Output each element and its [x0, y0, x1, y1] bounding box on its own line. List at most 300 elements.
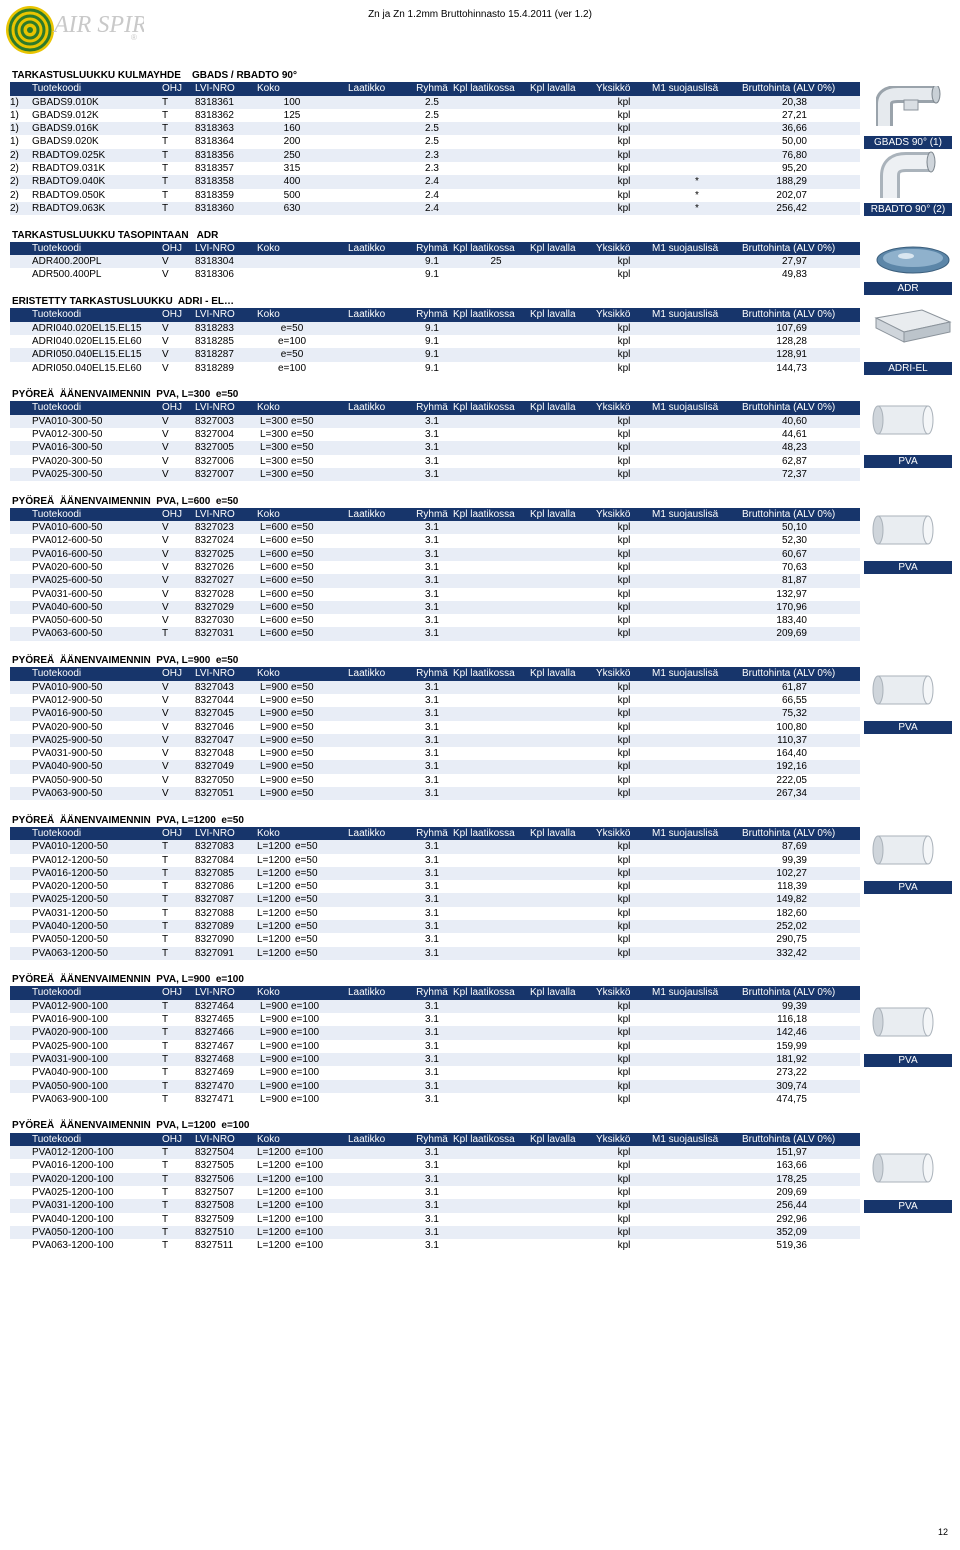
table-cell: ADRI040.020EL15.EL60: [32, 335, 142, 347]
table-cell: PVA012-900-100: [32, 1000, 108, 1012]
table-cell: 8327023: [195, 522, 234, 534]
table-cell: 160: [283, 123, 301, 135]
table-cell: kpl: [617, 1147, 631, 1159]
section-title: PYÖREÄ ÄÄNENVAIMENNIN PVA, L=300 e=50: [12, 389, 239, 401]
table-cell: 8327087: [195, 894, 234, 906]
table-cell: 125: [283, 109, 301, 121]
table-cell: 8327043: [195, 681, 234, 693]
table-cell: kpl: [617, 109, 631, 121]
table-cell: V: [162, 322, 169, 334]
table-cell: 36,66: [781, 123, 807, 135]
table-cell: PVA025-1200-50: [32, 894, 108, 906]
table-header: Tuotekoodi OHJ LVI-NRO Koko Laatikko Ryhmä Kpl laatikossa Kpl lavalla Yksikkö M1 suojauslisä Bruttohinta (ALV 0%): [10, 508, 860, 521]
table-cell: L=1200: [257, 841, 291, 853]
table-cell: 8327466: [195, 1027, 234, 1039]
table-cell: 8327028: [195, 588, 234, 600]
table-cell: e=100: [291, 1014, 320, 1026]
table-row: [10, 109, 860, 122]
table-cell: 8318283: [195, 322, 234, 334]
table-header: Tuotekoodi OHJ LVI-NRO Koko Laatikko Ryhmä Kpl laatikossa Kpl lavalla Yksikkö M1 suojauslisä Bruttohinta (ALV 0%): [10, 401, 860, 414]
table-cell: V: [162, 362, 169, 374]
table-cell: PVA020-1200-100: [32, 1173, 114, 1185]
table-cell: 256,42: [776, 202, 807, 214]
table-cell: 8327511: [195, 1240, 234, 1252]
table-cell: kpl: [617, 123, 631, 135]
table-cell: 8327048: [195, 748, 234, 760]
table-cell: L=1200: [257, 947, 291, 959]
table-cell: T: [162, 123, 169, 135]
table-cell: PVA012-1200-100: [32, 1147, 114, 1159]
table-cell: 8327085: [195, 867, 234, 879]
table-cell: T: [162, 1053, 169, 1065]
table-cell: 100,80: [776, 721, 807, 733]
table-row: [10, 1146, 860, 1159]
table-cell: GBADS9.010K: [32, 96, 99, 108]
table-cell: e=100: [295, 1147, 324, 1159]
table-cell: kpl: [617, 628, 631, 640]
table-cell: kpl: [617, 1213, 631, 1225]
table-cell: L=1200: [257, 1173, 291, 1185]
table-row: [10, 122, 860, 135]
table-cell: 9.1: [425, 362, 439, 374]
table-cell: 66,55: [781, 694, 807, 706]
table-cell: e=50: [291, 455, 314, 467]
table-cell: 8327509: [195, 1213, 234, 1225]
table-cell: 3.1: [425, 681, 439, 693]
table-row: [10, 548, 860, 561]
table-cell: 3.1: [425, 1186, 439, 1198]
table-cell: kpl: [617, 1200, 631, 1212]
table-cell: 202,07: [776, 189, 807, 201]
table-cell: 62,87: [781, 455, 807, 467]
table-cell: 116,18: [777, 1014, 807, 1026]
table-cell: kpl: [617, 362, 631, 374]
table-cell: L=900: [260, 761, 289, 773]
table-header: Tuotekoodi OHJ LVI-NRO Koko Laatikko Ryhmä Kpl laatikossa Kpl lavalla Yksikkö M1 suojauslisä Bruttohinta (ALV 0%): [10, 986, 860, 999]
table-cell: 3.1: [425, 1000, 439, 1012]
table-cell: L=300: [260, 455, 289, 467]
table-cell: PVA012-900-50: [32, 694, 103, 706]
table-row: [10, 1040, 860, 1053]
table-cell: 8327024: [195, 535, 234, 547]
table-cell: e=100: [295, 1186, 324, 1198]
table-cell: V: [162, 575, 169, 587]
table-row: [10, 1066, 860, 1079]
table-cell: 159,99: [776, 1040, 807, 1052]
table-cell: 3.1: [425, 1080, 439, 1092]
table-cell: 3.1: [425, 761, 439, 773]
table-cell: e=50: [295, 867, 318, 879]
table-cell: 3.1: [425, 1200, 439, 1212]
table-cell: kpl: [617, 881, 631, 893]
label-rbadto: RBADTO 90° (2): [864, 203, 952, 216]
table-cell: L=1200: [257, 1213, 291, 1225]
table-cell: V: [162, 535, 169, 547]
table-cell: 3.1: [425, 429, 439, 441]
table-cell: PVA031-1200-50: [32, 907, 108, 919]
table-cell: PVA020-900-100: [32, 1027, 108, 1039]
table-cell: T: [162, 934, 169, 946]
table-cell: e=50: [295, 947, 318, 959]
table-cell: 3.1: [425, 415, 439, 427]
table-row: [10, 893, 860, 906]
table-cell: 95,20: [781, 163, 807, 175]
table-cell: 72,37: [781, 468, 807, 480]
table-cell: e=50: [295, 854, 318, 866]
table-cell: 3.1: [425, 934, 439, 946]
table-row: [10, 149, 860, 162]
table-cell: 128,28: [776, 335, 807, 347]
table-cell: kpl: [617, 455, 631, 467]
table-cell: V: [162, 615, 169, 627]
table-cell: 8327467: [195, 1040, 234, 1052]
adr-hatch-image: [870, 240, 956, 280]
table-cell: 8318287: [195, 349, 234, 361]
table-row: [10, 1080, 860, 1093]
table-cell: T: [162, 1200, 169, 1212]
table-row: [10, 441, 860, 454]
table-cell: 164,40: [776, 748, 807, 760]
table-row: [10, 1173, 860, 1186]
table-cell: V: [162, 708, 169, 720]
table-cell: V: [162, 681, 169, 693]
table-cell: 3.1: [425, 774, 439, 786]
table-cell: PVA025-1200-100: [32, 1186, 114, 1198]
table-cell: ADR500.400PL: [32, 269, 102, 281]
table-cell: T: [162, 907, 169, 919]
table-cell: PVA063-600-50: [32, 628, 103, 640]
table-cell: kpl: [617, 163, 631, 175]
table-cell: kpl: [617, 854, 631, 866]
table-cell: 8318362: [195, 109, 234, 121]
table-cell: T: [162, 628, 169, 640]
table-cell: e=50: [295, 934, 318, 946]
table-cell: L=600: [260, 561, 289, 573]
table-cell: e=50: [295, 907, 318, 919]
section-adri-el: [10, 295, 860, 375]
table-cell: e=50: [291, 548, 314, 560]
table-cell: T: [162, 189, 169, 201]
table-cell: L=900: [260, 694, 289, 706]
table-cell: 3.1: [425, 721, 439, 733]
table-cell: kpl: [617, 615, 631, 627]
table-cell: ADRI040.020EL15.EL15: [32, 322, 142, 334]
table-cell: 3.1: [425, 708, 439, 720]
table-cell: kpl: [617, 256, 631, 268]
table-cell: kpl: [617, 734, 631, 746]
table-cell: 144,73: [776, 362, 807, 374]
table-cell: V: [162, 694, 169, 706]
table-cell: V: [162, 442, 169, 454]
table-cell: e=50: [291, 522, 314, 534]
table-cell: kpl: [617, 176, 631, 188]
table-row: [10, 614, 860, 627]
table-cell: T: [162, 202, 169, 214]
table-cell: 8327468: [195, 1053, 234, 1065]
table-cell: L=1200: [257, 1240, 291, 1252]
table-cell: L=300: [260, 415, 289, 427]
svg-text:AIR SPIRALO: AIR SPI: [54, 12, 132, 38]
table-row: [10, 694, 860, 707]
table-cell: V: [162, 335, 169, 347]
label-pva: PVA: [864, 1054, 952, 1067]
table-cell: e=50: [291, 708, 314, 720]
table-cell: L=1200: [257, 881, 291, 893]
table-cell: e=100: [291, 1067, 320, 1079]
table-cell: 142,46: [776, 1027, 807, 1039]
table-cell: 8327086: [195, 881, 234, 893]
table-cell: e=50: [291, 442, 314, 454]
table-cell: *: [695, 176, 699, 188]
table-cell: kpl: [617, 921, 631, 932]
table-cell: 76,80: [781, 149, 807, 161]
table-cell: GBADS9.020K: [32, 136, 99, 148]
table-cell: 3.1: [425, 867, 439, 879]
table-cell: 1): [10, 96, 19, 108]
table-cell: kpl: [617, 269, 631, 281]
table-row: [10, 362, 860, 375]
label-pva: PVA: [864, 455, 952, 468]
table-cell: e=50: [295, 921, 318, 932]
table-cell: T: [162, 1093, 169, 1105]
table-cell: 3.1: [425, 1014, 439, 1026]
table-cell: 273,22: [776, 1067, 807, 1079]
table-cell: 8327471: [195, 1093, 234, 1105]
section-title: PYÖREÄ ÄÄNENVAIMENNIN PVA, L=600 e=50: [12, 495, 239, 507]
table-row: [10, 1053, 860, 1066]
table-row: [10, 681, 860, 694]
table-cell: L=900: [260, 1080, 289, 1092]
table-cell: 2): [10, 163, 19, 175]
table-cell: 3.1: [425, 694, 439, 706]
table-cell: 99,39: [781, 1000, 807, 1012]
table-cell: kpl: [617, 894, 631, 906]
table-cell: 474,75: [776, 1093, 807, 1105]
pva-silencer-image: [872, 672, 936, 708]
table-cell: 3.1: [425, 601, 439, 613]
table-cell: L=900: [260, 1093, 289, 1105]
page-number: 12: [937, 1527, 948, 1537]
table-cell: e=100: [295, 1213, 324, 1225]
table-header: Tuotekoodi OHJ LVI-NRO Koko Laatikko Ryhmä Kpl laatikossa Kpl lavalla Yksikkö M1 suojauslisä Bruttohinta (ALV 0%): [10, 827, 860, 840]
table-cell: e=50: [291, 681, 314, 693]
section-title: PYÖREÄ ÄÄNENVAIMENNIN PVA, L=1200 e=50: [12, 814, 244, 826]
table-cell: 8327004: [195, 429, 234, 441]
table-cell: e=50: [291, 415, 314, 427]
pva-silencer-image: [872, 402, 936, 438]
table-cell: 3.1: [425, 548, 439, 560]
table-cell: 2): [10, 176, 19, 188]
table-cell: PVA010-300-50: [32, 415, 103, 427]
table-cell: PVA063-1200-50: [32, 947, 108, 959]
table-cell: e=50: [291, 601, 314, 613]
table-cell: 3.1: [425, 854, 439, 866]
table-cell: L=900: [260, 1040, 289, 1052]
table-cell: 8318360: [195, 202, 234, 214]
table-row: [10, 1093, 860, 1106]
table-cell: 3.1: [425, 588, 439, 600]
table-cell: V: [162, 761, 169, 773]
table-cell: V: [162, 601, 169, 613]
table-cell: 400: [283, 176, 301, 188]
section-gbads-rbadto: [10, 69, 860, 215]
table-cell: 3.1: [425, 535, 439, 547]
table-cell: e=50: [291, 748, 314, 760]
table-cell: 252,02: [776, 921, 807, 932]
table-cell: 8318361: [195, 96, 234, 108]
table-cell: 8327049: [195, 761, 234, 773]
table-cell: T: [162, 96, 169, 108]
table-cell: 8318357: [195, 163, 234, 175]
gbads-elbow-image: [876, 86, 948, 136]
table-row: [10, 601, 860, 614]
table-cell: L=600: [260, 522, 289, 534]
table-cell: L=900: [260, 1027, 289, 1039]
table-row: [10, 933, 860, 946]
table-cell: L=900: [260, 788, 289, 800]
table-cell: 192,16: [776, 761, 807, 773]
table-cell: e=50: [280, 349, 304, 361]
table-cell: PVA020-1200-50: [32, 881, 108, 893]
table-cell: kpl: [617, 1226, 631, 1238]
table-cell: PVA031-1200-100: [32, 1200, 114, 1212]
table-cell: PVA020-900-50: [32, 721, 103, 733]
table-cell: e=50: [291, 734, 314, 746]
table-header: Tuotekoodi OHJ LVI-NRO Koko Laatikko Ryhmä Kpl laatikossa Kpl lavalla Yksikkö M1 suojauslisä Bruttohinta (ALV 0%): [10, 82, 860, 95]
table-cell: 3.1: [425, 442, 439, 454]
table-cell: PVA031-900-50: [32, 748, 103, 760]
table-row: [10, 627, 860, 640]
table-cell: 8327046: [195, 721, 234, 733]
table-cell: 8327031: [195, 628, 234, 640]
table-cell: T: [162, 1080, 169, 1092]
table-cell: 181,92: [776, 1053, 807, 1065]
table-row: [10, 707, 860, 720]
table-cell: e=50: [291, 561, 314, 573]
table-cell: 70,63: [781, 561, 807, 573]
table-cell: 25: [490, 256, 502, 268]
table-row: [10, 96, 860, 109]
table-row: [10, 255, 860, 268]
table-cell: 2.5: [425, 96, 439, 108]
table-cell: 8318363: [195, 123, 234, 135]
table-cell: e=50: [291, 761, 314, 773]
table-cell: kpl: [617, 522, 631, 534]
table-cell: kpl: [617, 415, 631, 427]
section-pva-l900-e100: [10, 973, 860, 1106]
table-cell: 1): [10, 136, 19, 148]
table-cell: T: [162, 1186, 169, 1198]
table-cell: kpl: [617, 1240, 631, 1252]
table-cell: L=1200: [257, 867, 291, 879]
table-cell: e=100: [295, 1226, 324, 1238]
table-cell: kpl: [617, 1000, 631, 1012]
table-cell: 2): [10, 202, 19, 214]
table-cell: 8318285: [195, 335, 234, 347]
section-pva-l600-e50: [10, 495, 860, 641]
table-cell: kpl: [617, 1053, 631, 1065]
table-cell: PVA025-300-50: [32, 468, 103, 480]
table-cell: kpl: [617, 1080, 631, 1092]
table-row: [10, 1226, 860, 1239]
table-cell: e=50: [295, 894, 318, 906]
table-row: [10, 840, 860, 853]
table-cell: e=50: [291, 468, 314, 480]
table-cell: e=50: [291, 774, 314, 786]
table-cell: PVA025-600-50: [32, 575, 103, 587]
table-cell: e=50: [291, 788, 314, 800]
table-row: [10, 1013, 860, 1026]
table-cell: kpl: [617, 322, 631, 334]
table-cell: 170,96: [776, 601, 807, 613]
table-cell: 8327465: [195, 1014, 234, 1026]
table-cell: PVA012-1200-50: [32, 854, 108, 866]
table-cell: T: [162, 1147, 169, 1159]
table-cell: L=600: [260, 615, 289, 627]
table-cell: kpl: [617, 1014, 631, 1026]
table-cell: L=1200: [257, 1200, 291, 1212]
table-cell: T: [162, 854, 169, 866]
table-cell: kpl: [617, 708, 631, 720]
table-cell: kpl: [617, 1027, 631, 1039]
table-row: [10, 760, 860, 773]
table-cell: 222,05: [776, 774, 807, 786]
table-cell: e=50: [280, 322, 304, 334]
table-cell: 267,34: [776, 788, 807, 800]
table-row: [10, 268, 860, 281]
table-cell: 3.1: [425, 1226, 439, 1238]
table-cell: 3.1: [425, 921, 439, 932]
table-cell: RBADTO9.063K: [32, 202, 106, 214]
table-row: [10, 175, 860, 188]
table-cell: kpl: [617, 947, 631, 959]
table-cell: L=600: [260, 628, 289, 640]
table-cell: PVA016-1200-50: [32, 867, 108, 879]
pva-silencer-image: [872, 832, 936, 868]
table-cell: 3.1: [425, 1067, 439, 1079]
table-cell: V: [162, 588, 169, 600]
table-cell: 8327051: [195, 788, 234, 800]
table-cell: 183,40: [776, 615, 807, 627]
table-cell: e=50: [295, 881, 318, 893]
table-cell: kpl: [617, 788, 631, 800]
table-cell: L=1200: [257, 921, 291, 932]
table-row: [10, 455, 860, 468]
table-cell: 27,97: [781, 256, 807, 268]
table-cell: 519,36: [776, 1240, 807, 1252]
table-row: [10, 574, 860, 587]
table-cell: 2.4: [425, 202, 439, 214]
table-cell: ADRI050.040EL15.EL15: [32, 349, 142, 361]
table-cell: 8327026: [195, 561, 234, 573]
table-cell: kpl: [617, 721, 631, 733]
table-header: Tuotekoodi OHJ LVI-NRO Koko Laatikko Ryhmä Kpl laatikossa Kpl lavalla Yksikkö M1 suojauslisä Bruttohinta (ALV 0%): [10, 308, 860, 321]
table-cell: kpl: [617, 694, 631, 706]
table-cell: 3.1: [425, 1040, 439, 1052]
table-cell: V: [162, 774, 169, 786]
table-cell: 9.1: [425, 322, 439, 334]
table-cell: V: [162, 415, 169, 427]
table-cell: *: [695, 202, 699, 214]
section-pva-l900-e50: [10, 654, 860, 800]
table-cell: 8327464: [195, 1000, 234, 1012]
table-row: [10, 920, 860, 933]
table-cell: 3.1: [425, 455, 439, 467]
label-adri-el: ADRI-EL: [864, 362, 952, 375]
table-cell: 100: [283, 96, 301, 108]
table-row: [10, 747, 860, 760]
table-cell: 8327469: [195, 1067, 234, 1079]
